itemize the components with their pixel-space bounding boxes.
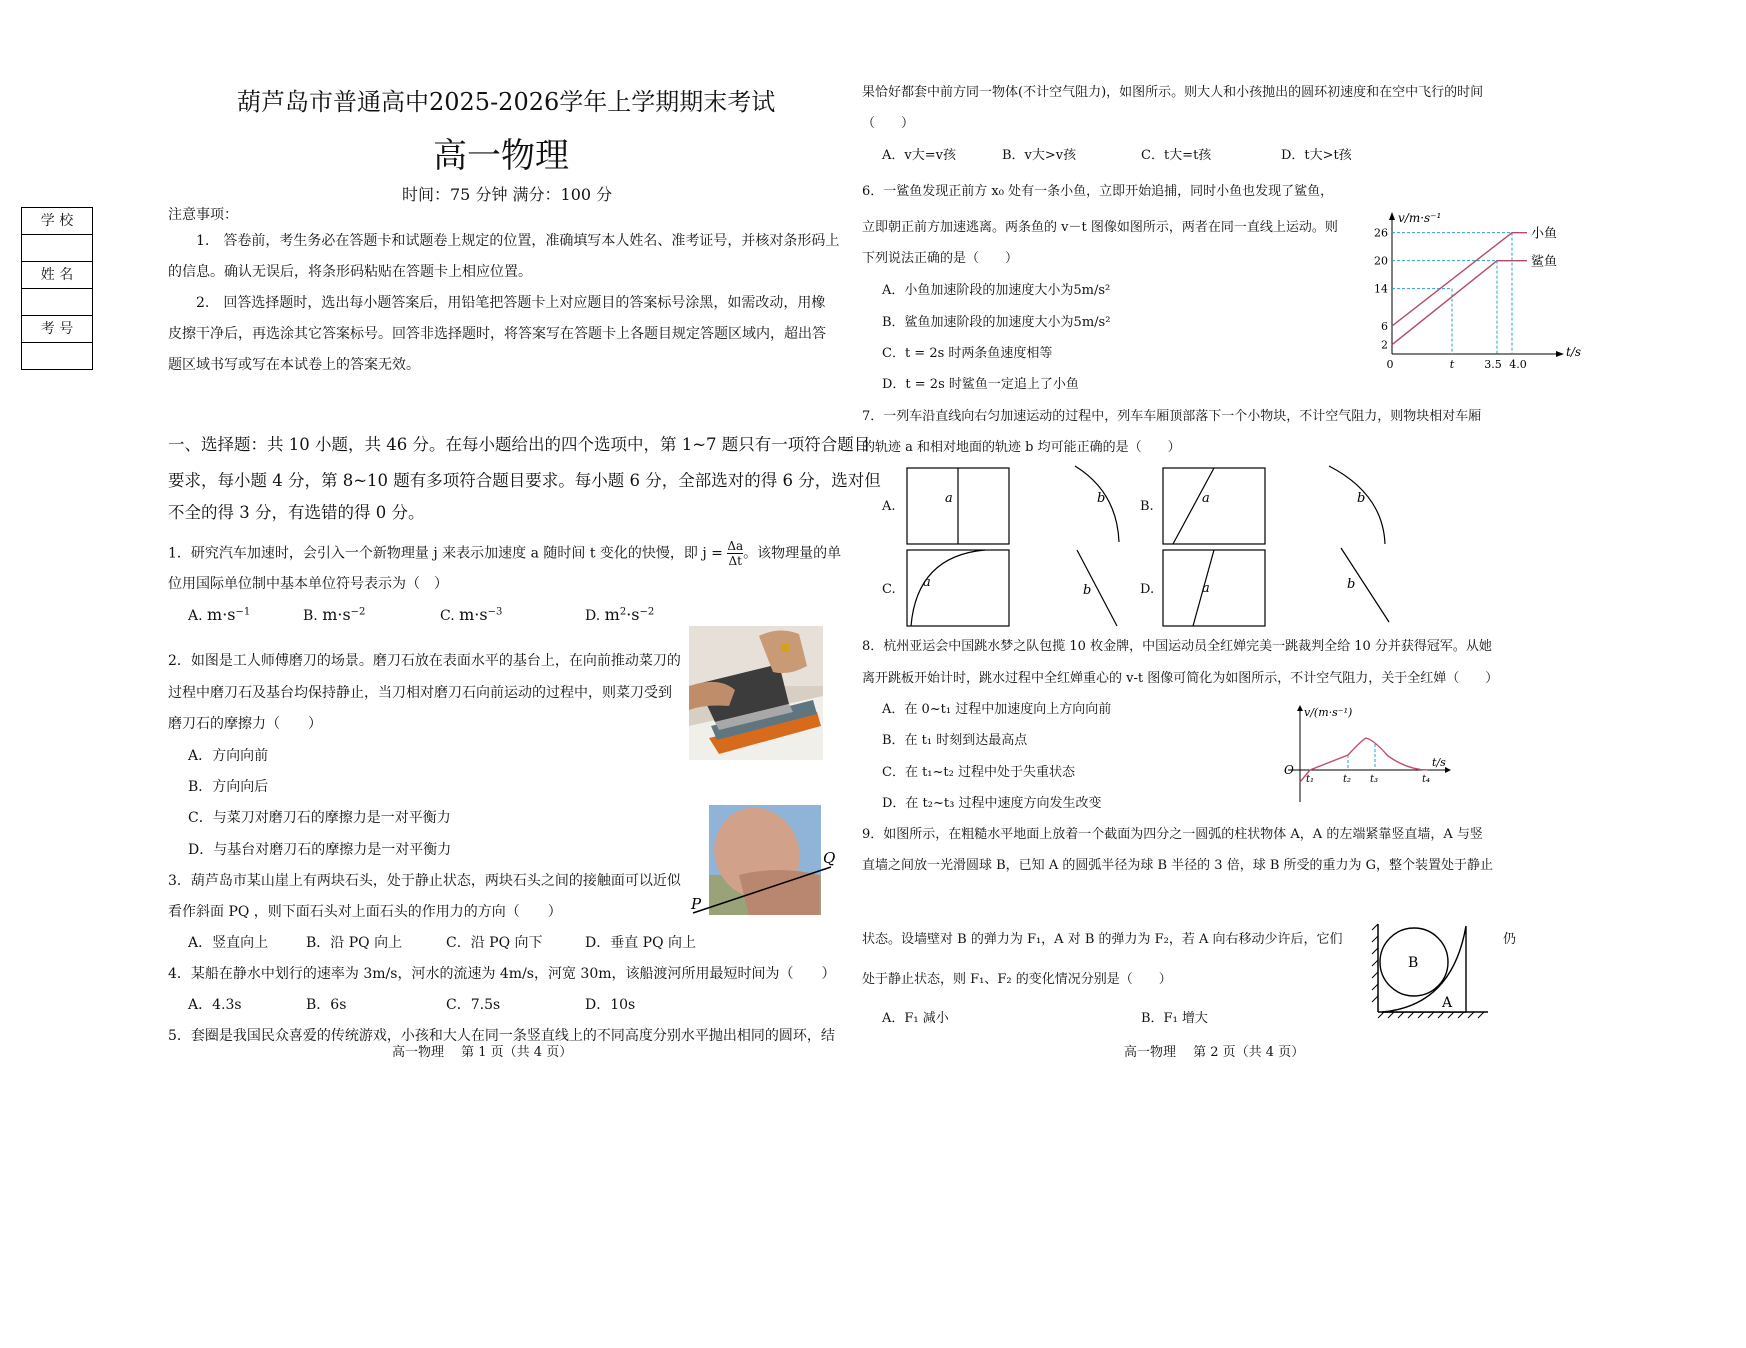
q6-y-label: v/m·s⁻¹	[1398, 211, 1442, 225]
q1-opt-a-letter: A.	[188, 608, 203, 624]
note-1b: 的信息。确认无误后，将条形码粘贴在答题卡上相应位置。	[168, 264, 532, 280]
rocks-photo	[689, 805, 839, 923]
q4-option-c: C．7.5s	[446, 997, 501, 1013]
exam-title: 葫芦岛市普通高中2025-2026学年上学期期末考试	[237, 88, 776, 116]
q4-option-a: A．4.3s	[188, 997, 242, 1013]
q7d-label-b: b	[1347, 577, 1356, 592]
q6-x-tick: t	[1449, 358, 1455, 371]
q7a-label-a: a	[945, 491, 953, 506]
section1-line3: 不全的得 3 分，有选错的得 0 分。	[168, 503, 425, 522]
q9-stem-d: 处于静止状态，则 F₁、F₂ 的变化情况分别是（ ）	[862, 972, 1172, 987]
number-field	[22, 343, 92, 369]
q1-opt-c-letter: C.	[440, 608, 455, 624]
section1-line1: 一、选择题：共 10 小题，共 46 分。在每小题给出的四个选项中，第 1~7 题只有一项符合题目	[168, 435, 871, 454]
q1-option-d	[585, 605, 654, 624]
q5-stem-a: 5．套圈是我国民众喜爱的传统游戏，小孩和大人在同一条竖直线上的不同高度分别水平抛出相同的圆环，结	[168, 1028, 835, 1044]
name-field	[22, 289, 92, 316]
q6-y-tick: 2	[1381, 338, 1388, 352]
q2-option-c: C．与菜刀对磨刀石的摩擦力是一对平衡力	[188, 810, 451, 826]
number-label: 考 号	[22, 316, 92, 343]
q1-stem-b: 位用国际单位制中基本单位符号表示为（ ）	[168, 576, 448, 592]
q2-stem-b: 过程中磨刀石及基台均保持静止，当刀相对磨刀石向前运动的过程中，则菜刀受到	[168, 685, 672, 701]
q2-option-d: D．与基台对磨刀石的摩擦力是一对平衡力	[188, 842, 452, 858]
note-2a: 2. 回答选择题时，选出每小题答案后，用铅笔把答题卡上对应题目的答案标号涂黑，如需改动，用橡	[196, 295, 826, 311]
q7b-carriage	[1163, 468, 1265, 544]
q5-stem-b: 果恰好都套中前方同一物体(不计空气阻力)，如图所示。则大人和小孩抛出的圆环初速度和在空中飞行的时间	[862, 85, 1484, 100]
q6-y-tick: 14	[1374, 282, 1388, 296]
q7-stem-b: 的轨迹 a 和相对地面的轨迹 b 均可能正确的是（ ）	[862, 440, 1181, 455]
q6-x-tick: 3.5	[1484, 358, 1502, 371]
q1-stem: 1．研究汽车加速时，会引入一个新物理量 j 来表示加速度 a 随时间 t 变化的快慢，即 j =	[168, 545, 728, 562]
q4-option-d: D．10s	[585, 997, 636, 1013]
school-label: 学 校	[22, 208, 92, 235]
time-score: 时间：75 分钟 满分：100 分	[402, 185, 613, 204]
q6-option-d: D．t = 2s 时鲨鱼一定追上了小鱼	[882, 377, 1079, 392]
q6-x-label: t/s	[1566, 345, 1582, 359]
q1-opt-d-exp1: 2	[619, 606, 627, 618]
q1-opt-c-val: m·s	[459, 605, 488, 624]
q8-t4-tick: t₄	[1422, 774, 1431, 785]
q8-stem-a: 8．杭州亚运会中国跳水梦之队包揽 10 枚金牌，中国运动员全红婵完美一跳裁判全给 10 分并获得冠军。从她	[862, 639, 1492, 654]
q1-opt-d-exp2: −2	[639, 606, 655, 618]
q6-vt-chart	[1372, 208, 1582, 371]
section1-line2: 要求，每小题 4 分，第 8~10 题有多项符合题目要求。每小题 6 分，全部选对的得 6 分，选对但	[168, 471, 881, 490]
q9-stem-c-tail: 仍	[1503, 932, 1517, 947]
q6-x-tick: 0	[1386, 358, 1394, 371]
q8-x-label: t/s	[1432, 756, 1446, 769]
q7b-label-b: b	[1357, 491, 1366, 506]
q7-stem-a: 7．一列车沿直线向右匀加速运动的过程中，列车车厢顶部落下一个小物块，不计空气阻力，则物块相对车厢	[862, 409, 1482, 424]
q6-stem-a: 6．一鲨鱼发现正前方 x₀ 处有一条小鱼，立即开始追捕，同时小鱼也发现了鲨鱼，	[862, 184, 1334, 199]
q6-stem-b: 立即朝正前方加速逃离。两条鱼的 v－t 图像如图所示，两者在同一直线上运动。则	[862, 220, 1338, 235]
q5-option-c: C．t大=t孩	[1141, 148, 1212, 163]
q8-stem-b: 离开跳板开始计时，跳水过程中全红婵重心的 v-t 图像可简化为如图所示，不计空气阻力，关于全红婵（ ）	[862, 671, 1499, 686]
q9-stem-b: 直墙之间放一光滑圆球 B，已知 A 的圆弧半径为球 B 半径的 3 倍，球 B 所受的重力为 G，整个装置处于静止	[862, 858, 1494, 873]
q6-option-a: A．小鱼加速阶段的加速度大小为5m/s²	[882, 283, 1111, 298]
q2-stem-c: 磨刀石的摩擦力（ ）	[168, 716, 322, 732]
q6-x-tick: 4.0	[1509, 358, 1527, 371]
footer-right: 高一物理 第 2 页（共 4 页）	[1124, 1045, 1305, 1060]
q8-t3-tick: t₃	[1370, 774, 1379, 785]
q8-option-a: A．在 0~t₁ 过程中加速度向上方向向前	[882, 702, 1112, 717]
note-1a: 1. 答卷前，考生务必在答题卡和试题卷上规定的位置，准确填写本人姓名、准考证号，并核对条形码上	[196, 233, 840, 249]
q7b-label-a: a	[1202, 491, 1210, 506]
q1-opt-b-letter: B.	[303, 608, 318, 624]
q6-series-label: 小鱼	[1531, 226, 1558, 242]
q7-option-b: B.	[1140, 499, 1154, 514]
q8-t1-tick: t₁	[1306, 774, 1315, 785]
candidate-info-box	[21, 207, 93, 370]
q7a-label-b: b	[1097, 491, 1106, 506]
q1-frac-den: Δt	[728, 554, 742, 568]
q7c-label-b: b	[1083, 583, 1092, 598]
footer-left: 高一物理 第 1 页（共 4 页）	[392, 1045, 573, 1060]
q9-option-b: B．F₁ 增大	[1141, 1011, 1208, 1026]
q7-option-a: A.	[882, 499, 896, 514]
q1-opt-a-exp: −1	[235, 606, 251, 618]
knife-sharpening-photo	[689, 626, 823, 760]
q8-y-label: v/(m·s⁻¹)	[1304, 706, 1353, 719]
q8-option-c: C．在 t₁~t₂ 过程中处于失重状态	[882, 765, 1075, 780]
q1-opt-d-letter: D.	[585, 608, 601, 624]
q1-opt-c-exp: −3	[487, 606, 503, 618]
q1-opt-b-exp: −2	[350, 606, 366, 618]
q7-trajectory-diagrams	[905, 462, 1425, 632]
q3-stem-a: 3．葫芦岛市某山崖上有两块石头，处于静止状态，两块石头之间的接触面可以近似	[168, 873, 681, 889]
q8-option-d: D．在 t₂~t₃ 过程中速度方向发生改变	[882, 796, 1102, 811]
q6-series-label: 鲨鱼	[1531, 254, 1558, 270]
q7d-label-a: a	[1202, 581, 1210, 596]
q1-option-a	[188, 605, 250, 624]
q8-vt-chart	[1278, 700, 1458, 810]
q8-option-b: B．在 t₁ 时刻到达最高点	[882, 733, 1028, 748]
q6-series-line	[1392, 233, 1527, 326]
name-label: 姓 名	[22, 262, 92, 289]
subject-title: 高一物理	[433, 136, 569, 176]
q6-y-tick: 6	[1381, 320, 1388, 333]
q6-option-c: C．t = 2s 时两条鱼速度相等	[882, 346, 1053, 361]
q8-origin-label: O	[1284, 763, 1294, 777]
q7d-carriage	[1163, 550, 1265, 626]
note-2b: 皮擦干净后，再选涂其它答案标号。回答非选择题时，将答案写在答题卡上各题目规定答题区域内，超出答	[168, 326, 826, 342]
q6-stem-c: 下列说法正确的是（ ）	[862, 251, 1019, 266]
q7-option-d: D.	[1140, 582, 1155, 597]
q7c-label-a: a	[923, 575, 931, 590]
q5-stem-c: （ ）	[862, 116, 915, 131]
q6-y-tick: 20	[1374, 254, 1388, 268]
q3-option-d: D．垂直 PQ 向上	[585, 935, 697, 951]
q2-option-b: B．方向向后	[188, 779, 269, 795]
q1-text	[168, 539, 841, 568]
q6-option-b: B．鲨鱼加速阶段的加速度大小为5m/s²	[882, 315, 1111, 330]
q9-option-a: A．F₁ 减小	[882, 1011, 949, 1026]
q8-velocity-curve	[1300, 738, 1428, 782]
q3-option-c: C．沿 PQ 向下	[446, 935, 543, 951]
q6-x-arrow	[1556, 351, 1564, 357]
q1-frac-num: Δa	[727, 539, 744, 553]
q4-option-b: B．6s	[306, 997, 347, 1013]
q9-ground-hatch	[1378, 1012, 1484, 1018]
q9-wall-hatch	[1372, 924, 1378, 1002]
notes-heading: 注意事项：	[168, 207, 238, 223]
q9-stem-a: 9．如图所示，在粗糙水平地面上放着一个截面为四分之一圆弧的柱状物体 A，A 的左端紧靠竖直墙，A 与竖	[862, 827, 1483, 842]
q1-opt-d-val: m	[604, 605, 620, 624]
q1-tail: 。该物理量的单	[743, 545, 842, 562]
q1-opt-b-val: m·s	[322, 605, 351, 624]
q9-label-a: A	[1442, 995, 1453, 1011]
q3-option-a: A．竖直向上	[188, 935, 269, 951]
q1-fraction	[727, 539, 743, 568]
q9-ball-arc-diagram	[1372, 922, 1492, 1022]
q5-option-b: B．v大>v孩	[1002, 148, 1077, 163]
q2-stem-a: 2．如图是工人师傅磨刀的场景。磨刀石放在表面水平的基台上，在向前推动菜刀的	[168, 653, 681, 669]
q8-t2-tick: t₂	[1343, 774, 1352, 785]
q6-y-arrow	[1389, 212, 1395, 220]
q9-label-b: B	[1408, 955, 1419, 971]
label-p: P	[691, 895, 702, 913]
q6-y-tick: 26	[1374, 226, 1388, 240]
q7b-path-a	[1173, 468, 1214, 544]
school-field	[22, 235, 92, 262]
q1-option-b	[303, 605, 365, 624]
q1-opt-a-val: m·s	[207, 605, 236, 624]
label-q: Q	[823, 849, 836, 867]
q7-option-c: C.	[882, 582, 896, 597]
note-2c: 题区域书写或写在本试卷上的答案无效。	[168, 357, 420, 373]
q1-option-c	[440, 605, 502, 624]
q1-opt-d-val2: ·s	[626, 605, 640, 624]
q3-option-b: B．沿 PQ 向上	[306, 935, 403, 951]
q9-stem-c: 状态。设墙壁对 B 的弹力为 F₁，A 对 B 的弹力为 F₂，若 A 向右移动少许后，它们	[862, 932, 1343, 947]
q3-stem-b: 看作斜面 PQ ，则下面石头对上面石头的作用力的方向（ ）	[168, 904, 562, 920]
q4-stem: 4．某船在静水中划行的速率为 3m/s，河水的流速为 4m/s，河宽 30m，该船渡河所用最短时间为（ ）	[168, 966, 836, 982]
q2-option-a: A．方向向前	[188, 748, 269, 764]
q5-option-a: A．v大=v孩	[882, 148, 956, 163]
q5-option-d: D．t大>t孩	[1281, 148, 1352, 163]
